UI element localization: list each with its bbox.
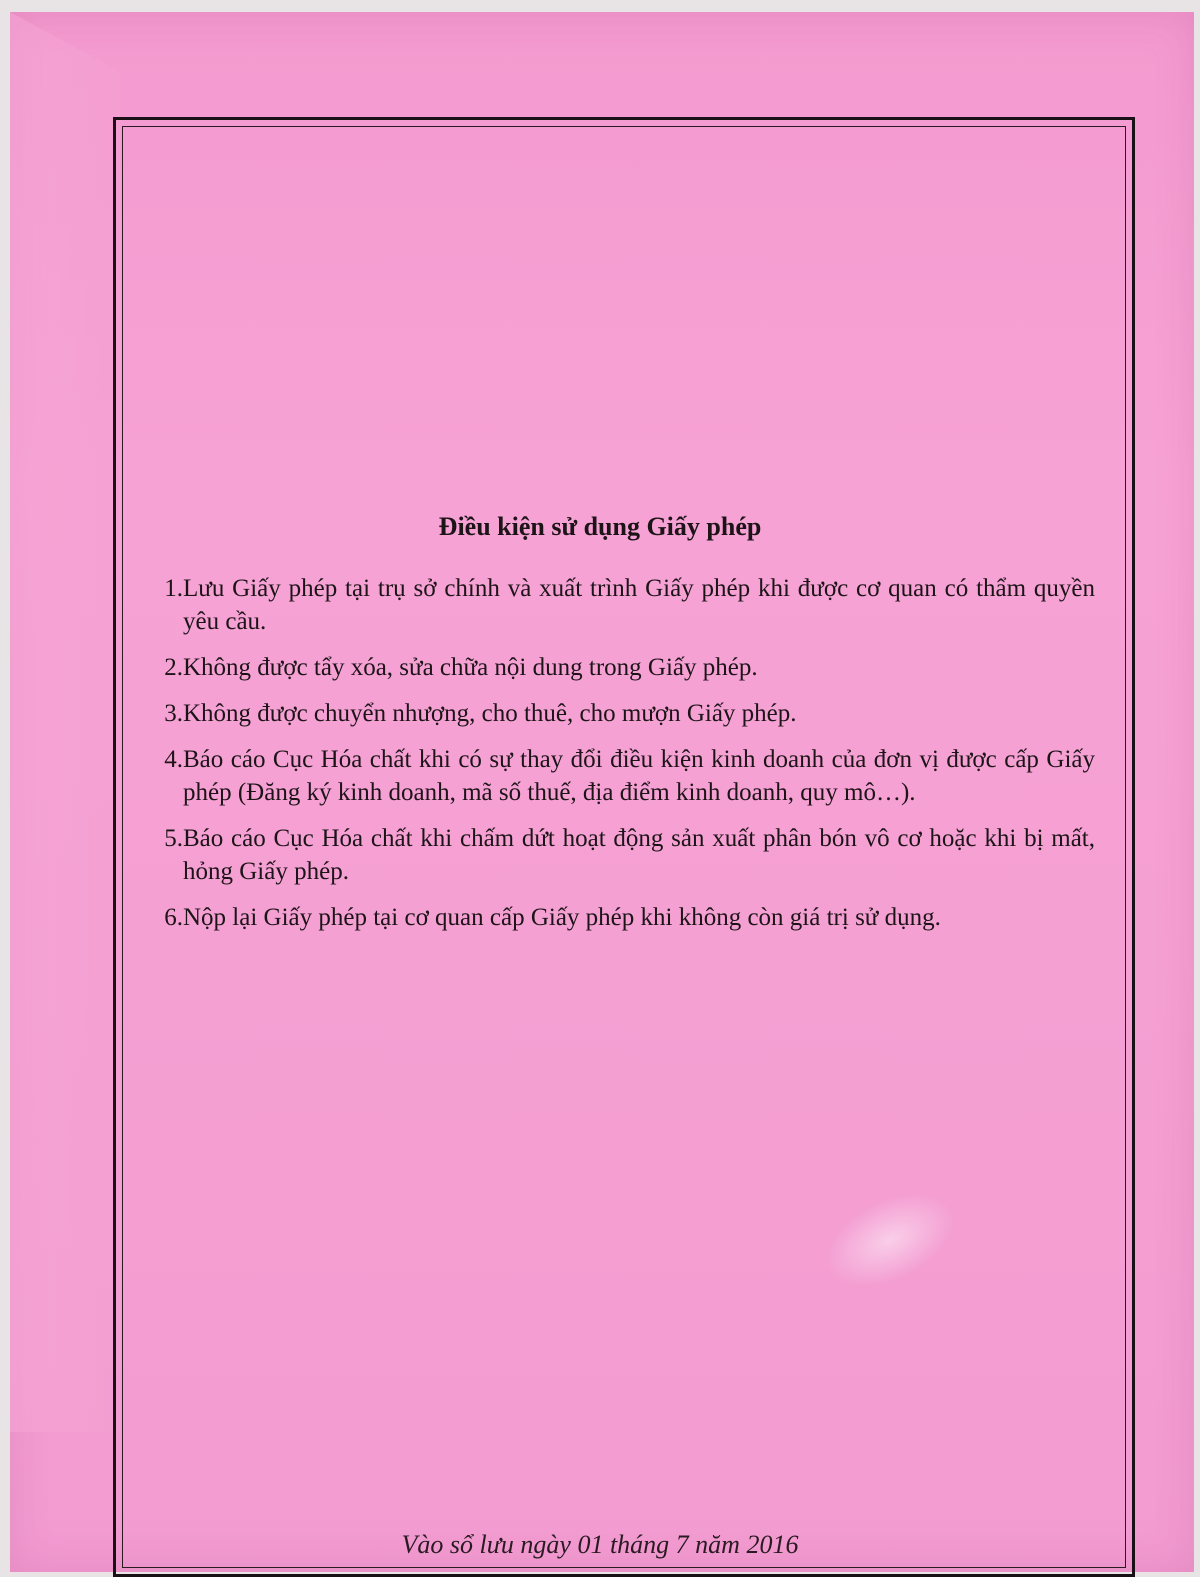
item-text: Không được chuyển nhượng, cho thuê, cho mượn Giấy phép. (183, 700, 797, 727)
paper-fold (10, 12, 120, 1432)
list-item (140, 651, 1095, 684)
list-item (140, 743, 1095, 809)
item-number: 4. (164, 746, 183, 773)
item-number: 6. (164, 904, 183, 931)
item-number: 5. (164, 825, 183, 852)
document-title: Điều kiện sử dụng Giấy phép (438, 512, 762, 541)
item-text: Lưu Giấy phép tại trụ sở chính và xuất trình Giấy phép khi được cơ quan có thẩm quyền yêu cầu. (183, 575, 1095, 635)
registration-note: Vào sổ lưu ngày 01 tháng 7 năm 2016 (401, 1530, 799, 1559)
list-item (140, 572, 1095, 638)
item-text: Báo cáo Cục Hóa chất khi có sự thay đổi điều kiện kinh doanh của đơn vị được cấp Giấy phép (Đăng ký kinh doanh, mã số thuế, địa điểm kinh doanh, quy mô…). (183, 746, 1095, 806)
item-number: 1. (164, 575, 183, 602)
list-item (140, 822, 1095, 888)
list-item (140, 697, 1095, 730)
item-number: 3. (164, 700, 183, 727)
item-number: 2. (164, 654, 183, 681)
item-text: Không được tẩy xóa, sửa chữa nội dung trong Giấy phép. (183, 654, 758, 681)
item-text: Nộp lại Giấy phép tại cơ quan cấp Giấy phép khi không còn giá trị sử dụng. (183, 904, 941, 931)
item-text: Báo cáo Cục Hóa chất khi chấm dứt hoạt động sản xuất phân bón vô cơ hoặc khi bị mất, hỏng Giấy phép. (183, 825, 1095, 885)
list-item (140, 901, 1095, 934)
conditions-list (140, 572, 1095, 947)
